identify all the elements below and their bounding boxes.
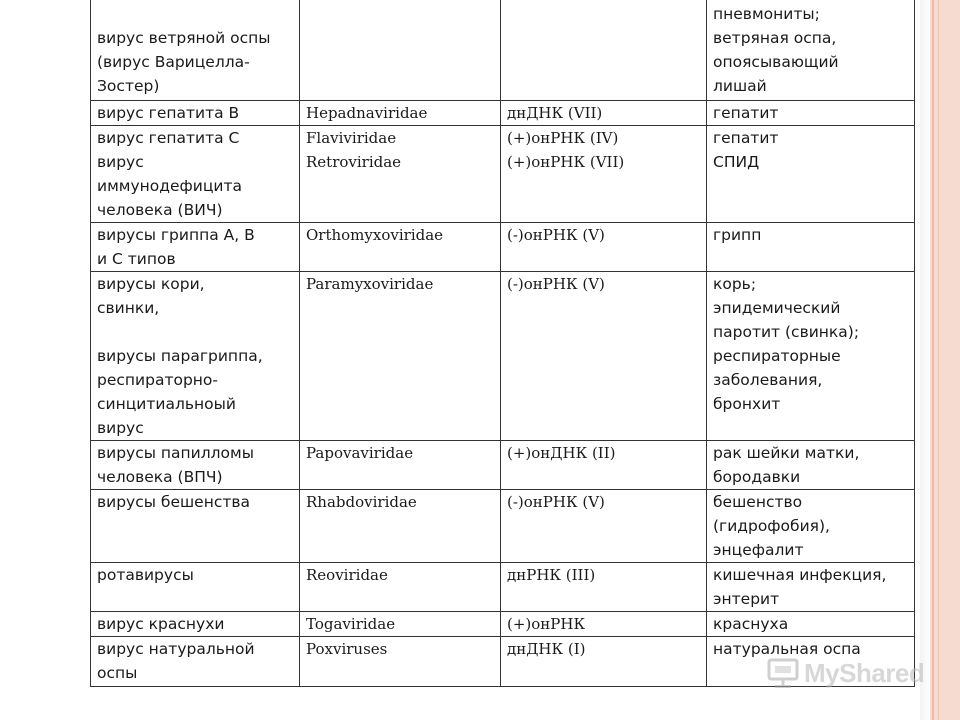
watermark-text: MyShared	[804, 657, 925, 688]
disease-cell: гепатит	[707, 101, 915, 126]
decor-stripe	[932, 0, 934, 720]
virus-name-cell: вирусы папилломы человека (ВПЧ)	[91, 441, 300, 490]
disease-cell: краснуха	[707, 612, 915, 637]
table-row	[91, 441, 915, 490]
virus-table	[90, 0, 915, 687]
disease-cell: корь; эпидемический паротит (свинка); респираторные заболевания, бронхит	[707, 272, 915, 441]
slide-edge-shadow	[920, 0, 930, 720]
disease-cell: натуральная оспа	[707, 637, 915, 687]
virus-name-cell: вирус гепатита В	[91, 101, 300, 126]
table-row	[91, 101, 915, 126]
table-row	[91, 563, 915, 612]
table-row	[91, 223, 915, 272]
genome-cell: (+)онДНК (II)	[501, 441, 707, 490]
virus-name-cell: вирус краснухи	[91, 612, 300, 637]
family-cell: Togaviridae	[300, 612, 501, 637]
genome-cell: (-)онРНК (V)	[501, 490, 707, 563]
family-cell: Papovaviridae	[300, 441, 501, 490]
table-row	[91, 272, 915, 441]
disease-cell: гепатит СПИД	[707, 126, 915, 223]
virus-name-cell: вирусы гриппа А, В и С типов	[91, 223, 300, 272]
virus-name-cell: вирус ветряной оспы (вирус Варицелла- Зостер)	[91, 0, 300, 101]
genome-cell	[501, 0, 707, 101]
family-cell: Reoviridae	[300, 563, 501, 612]
disease-cell: кишечная инфекция, энтерит	[707, 563, 915, 612]
virus-name-cell: вирусы бешенства	[91, 490, 300, 563]
family-cell: Hepadnaviridae	[300, 101, 501, 126]
table-row	[91, 490, 915, 563]
disease-cell: грипп	[707, 223, 915, 272]
table-row	[91, 612, 915, 637]
family-cell: Rhabdoviridae	[300, 490, 501, 563]
watermark	[766, 656, 924, 690]
virus-name-cell: вирус натуральной оспы	[91, 637, 300, 687]
genome-cell: днДНК (VII)	[501, 101, 707, 126]
virus-name-cell: вирусы кори, свинки, вирусы парагриппа, респираторно- синцитиальноый вирус	[91, 272, 300, 441]
genome-cell: днРНК (III)	[501, 563, 707, 612]
table-row	[91, 0, 915, 101]
genome-cell: днДНК (I)	[501, 637, 707, 687]
genome-cell: (+)онРНК	[501, 612, 707, 637]
decor-stripe	[938, 0, 939, 720]
disease-cell: рак шейки матки, бородавки	[707, 441, 915, 490]
disease-cell: пневмониты; ветряная оспа, опоясывающий лишай	[707, 0, 915, 101]
family-cell	[300, 0, 501, 101]
table-row	[91, 126, 915, 223]
family-cell: Poxviruses	[300, 637, 501, 687]
family-cell: Orthomyxoviridae	[300, 223, 501, 272]
family-cell: Flaviviridae Retroviridae	[300, 126, 501, 223]
disease-cell: бешенство (гидрофобия), энцефалит	[707, 490, 915, 563]
genome-cell: (+)онРНК (IV) (+)онРНК (VII)	[501, 126, 707, 223]
slide-right-border	[930, 0, 960, 720]
family-cell: Paramyxoviridae	[300, 272, 501, 441]
presentation-screen-icon	[766, 656, 800, 690]
genome-cell: (-)онРНК (V)	[501, 272, 707, 441]
virus-name-cell: ротавирусы	[91, 563, 300, 612]
genome-cell: (-)онРНК (V)	[501, 223, 707, 272]
virus-name-cell: вирус гепатита С вирус иммунодефицита человека (ВИЧ)	[91, 126, 300, 223]
